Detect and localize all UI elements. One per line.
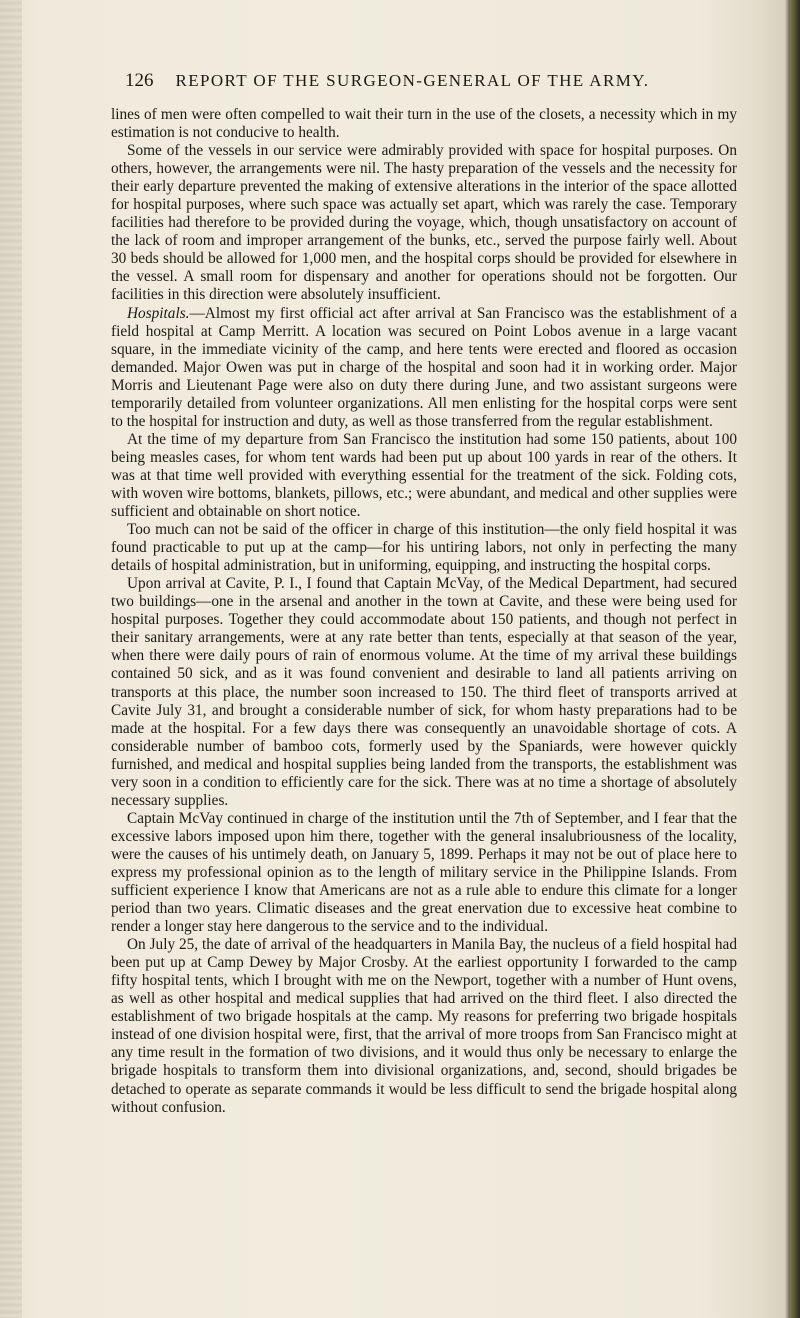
paragraph: Some of the vessels in our service were admirably provided with space for hospital purposes. On others, however, the arrangements were nil. The hasty preparation of the vessels and the necessity for their early departure prevented the making of extensive alterations in the interior of the space allotted for hospital purposes, where such space was actually set apart, which was rarely the case. Temporary facilities had therefore to be provided during the voyage, which, though unsatisfactory on account of the lack of room and improper arrangement of the bunks, etc., served the purpose fairly well. About 30 beds should be allowed for 1,000 men, and the hospital corps should be provided for elsewhere in the vessel. A small room for dispensary and another for operations should not be forgotten. Our facilities in this direction were absolutely insufficient. — [111, 142, 737, 304]
section-heading: Hospitals. — [127, 304, 190, 322]
book-edge — [790, 0, 800, 1318]
running-head — [125, 70, 725, 92]
paragraph: On July 25, the date of arrival of the headquarters in Manila Bay, the nucleus of a field hospital had been put up at Camp Dewey by Major Crosby. At the earliest opportunity I forwarded to the camp fifty hospital tents, which I brought with me on the Newport, together with a number of Hunt ovens, as well as other hospital and medical supplies that had arrived on the third fleet. I also directed the establishment of two brigade hospitals at the camp. My reasons for preferring two brigade hospitals instead of one division hospital were, first, that the arrival of more troops from San Francisco might at any time result in the formation of two divisions, and it would thus only be necessary to enlarge the brigade hospitals to transform them into divisional organizations, and, second, should brigades be detached to operate as separate commands it would be less difficult to send the brigade hospital along without confusion. — [111, 936, 737, 1116]
paragraph: lines of men were often compelled to wait their turn in the use of the closets, a necessity which in my estimation is not conducive to health. — [111, 106, 737, 142]
paragraph — [111, 305, 737, 431]
body-text — [111, 106, 737, 1117]
paragraph: Too much can not be said of the officer in charge of this institution—the only field hospital it was found practicable to put up at the camp—for his untiring labors, not only in perfecting the many details of hospital administration, but in uniforming, equipping, and instructing the hospital corps. — [111, 521, 737, 575]
paragraph: At the time of my departure from San Francisco the institution had some 150 patients, about 100 being measles cases, for whom tent wards had been put up about 100 yards in rear of the others. It was at that time well provided with everything essential for the treatment of the sick. Folding cots, with woven wire bottoms, blankets, pillows, etc.; were abundant, and medical and other supplies were sufficient and obtainable on short notice. — [111, 430, 737, 521]
page-binding-shadow — [0, 0, 22, 1318]
paragraph: Upon arrival at Cavite, P. I., I found that Captain McVay, of the Medical Department, had secured two buildings—one in the arsenal and another in the town at Cavite, and these were being used for hospital purposes. Together they could accommodate about 150 patients, and though not perfect in their sanitary arrangements, were at any rate better than tents, especially at that season of the year, when there were daily pours of rain of enormous volume. At the time of my arrival these buildings contained 50 sick, and as it was found convenient and desirable to land all patients arriving on transports at this place, the number soon increased to 150. The third fleet of transports arrived at Cavite July 31, and brought a considerable number of sick, for whom hasty preparations had to be made at the hospital. For a few days there was consequently an unavoidable shortage of cots. A considerable number of bamboo cots, formerly used by the Spaniards, were however quickly furnished, and medical and hospital supplies being landed from the transports, the establishment was very soon in a condition to efficiently care for the sick. There was at no time a shortage of absolutely necessary supplies. — [111, 575, 737, 809]
page-number: 126 — [125, 70, 154, 91]
running-head-title: REPORT OF THE SURGEON-GENERAL OF THE ARMY. — [175, 71, 650, 90]
paragraph-text: —Almost my first official act after arrival at San Francisco was the establishment of a field hospital at Camp Merritt. A location was secured on Point Lobos avenue in a large vacant square, in the immediate vicinity of the camp, and here tents were erected and floored as occasion demanded. Major Owen was put in charge of the hospital and soon had it in working order. Major Morris and Lieutenant Page were also on duty there during June, and two assistant surgeons were temporarily detailed from volunteer organizations. All men enlisting for the hospital corps were sent to the hospital for instruction and duty, as well as those transferred from the regular establishment. — [111, 304, 737, 430]
paragraph: Captain McVay continued in charge of the institution until the 7th of September, and I fear that the excessive labors imposed upon him there, together with the general insalubriousness of the locality, were the causes of his untimely death, on January 5, 1899. Perhaps it may not be out of place here to express my professional opinion as to the length of military service in the Philippine Islands. From sufficient experience I know that Americans are not as a rule able to endure this climate for a longer period than two years. Climatic diseases and the great enervation due to excessive heat combine to render a longer stay here dangerous to the service and to the individual. — [111, 809, 737, 936]
